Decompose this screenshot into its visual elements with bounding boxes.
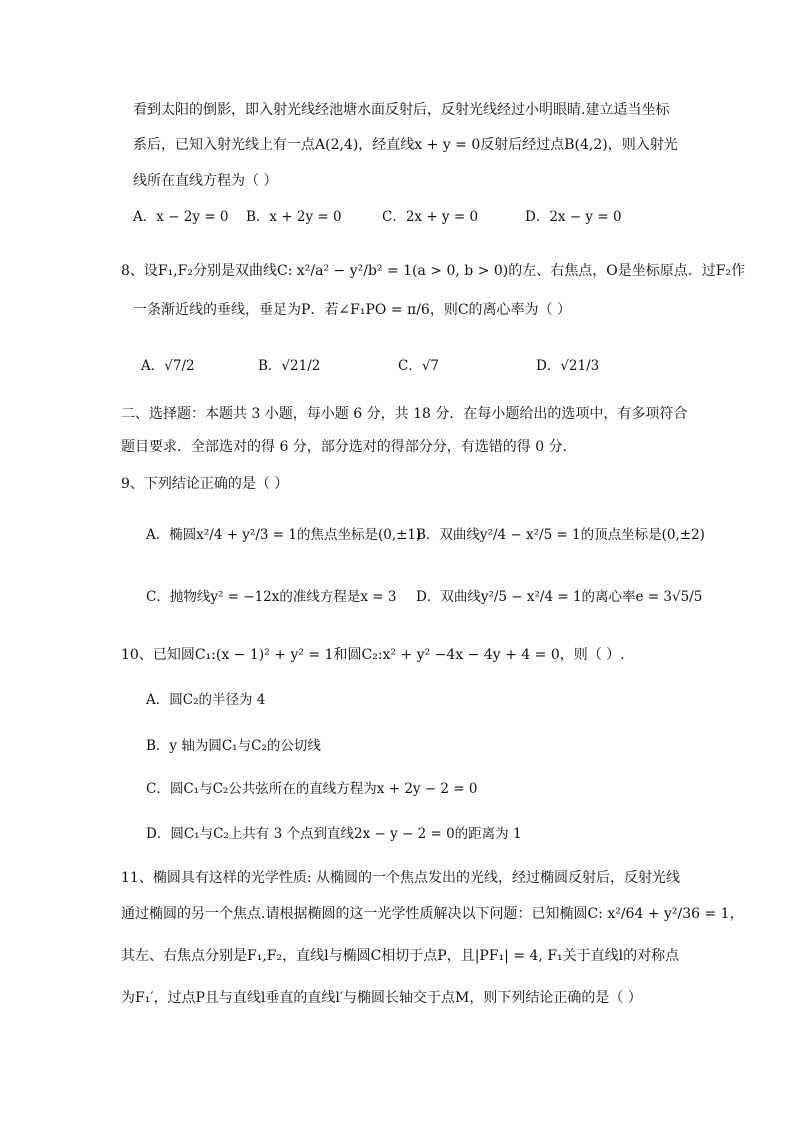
q9-stem: 9、下列结论正确的是（ ） (121, 476, 289, 492)
q10-option-d: D．圆C₁与C₂上共有 3 个点到直线2x − y − 2 = 0的距离为 1 (146, 826, 522, 842)
q8-line-1: 8、设F₁,F₂分别是双曲线C: x²/a² − y²/b² = 1(a > 0, b > 0)的左、右焦点，O是坐标原点．过F₂作 (121, 263, 746, 279)
q11-line-4: 为F₁′，过点P且与直线l垂直的直线l′与椭圆长轴交于点M，则下列结论正确的是（ ） (121, 990, 642, 1006)
q11-line-2: 通过椭圆的另一个焦点.请根据椭圆的这一光学性质解决以下问题：已知椭圆C: x²/64 + y²/36 = 1， (121, 906, 744, 922)
q10-option-a: A．圆C₂的半径为 4 (146, 692, 266, 708)
q10-option-c: C．圆C₁与C₂公共弦所在的直线方程为x + 2y − 2 = 0 (146, 781, 478, 797)
q10-stem: 10、已知圆C₁:(x − 1)² + y² = 1和圆C₂:x² + y² −4x − 4y + 4 = 0，则（ ）. (121, 647, 625, 663)
q9-option-a: A．椭圆x²/4 + y²/3 = 1的焦点坐标是(0,±1) (146, 527, 422, 543)
section2-line-1: 二、选择题：本题共 3 小题，每小题 6 分，共 18 分．在每小题给出的选项中，有多项符合 (121, 406, 688, 422)
q8-option-a: A．√7/2 (141, 358, 195, 374)
section2-line-2: 题目要求．全部选对的得 6 分，部分选对的得部分分，有选错的得 0 分. (121, 439, 568, 455)
q8-line-2: 一条渐近线的垂线，垂足为P．若∠F₁PO = π/6，则C的离心率为（ ） (133, 302, 571, 318)
q7-option-c: C．2x + y = 0 (382, 209, 479, 225)
q11-line-1: 11、椭圆具有这样的光学性质: 从椭圆的一个焦点发出的光线，经过椭圆反射后，反射光线 (121, 870, 680, 886)
q7-line-3: 线所在直线方程为（ ） (133, 173, 278, 189)
q7-option-d: D．2x − y = 0 (525, 209, 622, 225)
q8-option-b: B．√21/2 (258, 358, 321, 374)
q7-option-b: B．x + 2y = 0 (246, 209, 342, 225)
q7-line-2: 系后，已知入射光线上有一点A(2,4)，经直线x + y = 0反射后经过点B(4,2)，则入射光 (133, 137, 678, 153)
q9-option-b: B．双曲线y²/4 − x²/5 = 1的顶点坐标是(0,±2) (416, 527, 705, 543)
q8-option-c: C．√7 (398, 358, 440, 374)
q7-option-a: A．x − 2y = 0 (133, 209, 229, 225)
q8-option-d: D．√21/3 (536, 358, 600, 374)
q10-option-b: B．y 轴为圆C₁与C₂的公切线 (146, 738, 321, 754)
q9-option-d: D．双曲线y²/5 − x²/4 = 1的离心率e = 3√5/5 (416, 589, 703, 605)
q9-option-c: C．抛物线y² = −12x的准线方程是x = 3 (146, 589, 397, 605)
q7-line-1: 看到太阳的倒影，即入射光线经池塘水面反射后，反射光线经过小明眼睛.建立适当坐标 (133, 102, 670, 118)
q11-line-3: 其左、右焦点分别是F₁,F₂，直线l与椭圆C相切于点P，且|PF₁| = 4, F₁关于直线l的对称点 (121, 948, 680, 964)
